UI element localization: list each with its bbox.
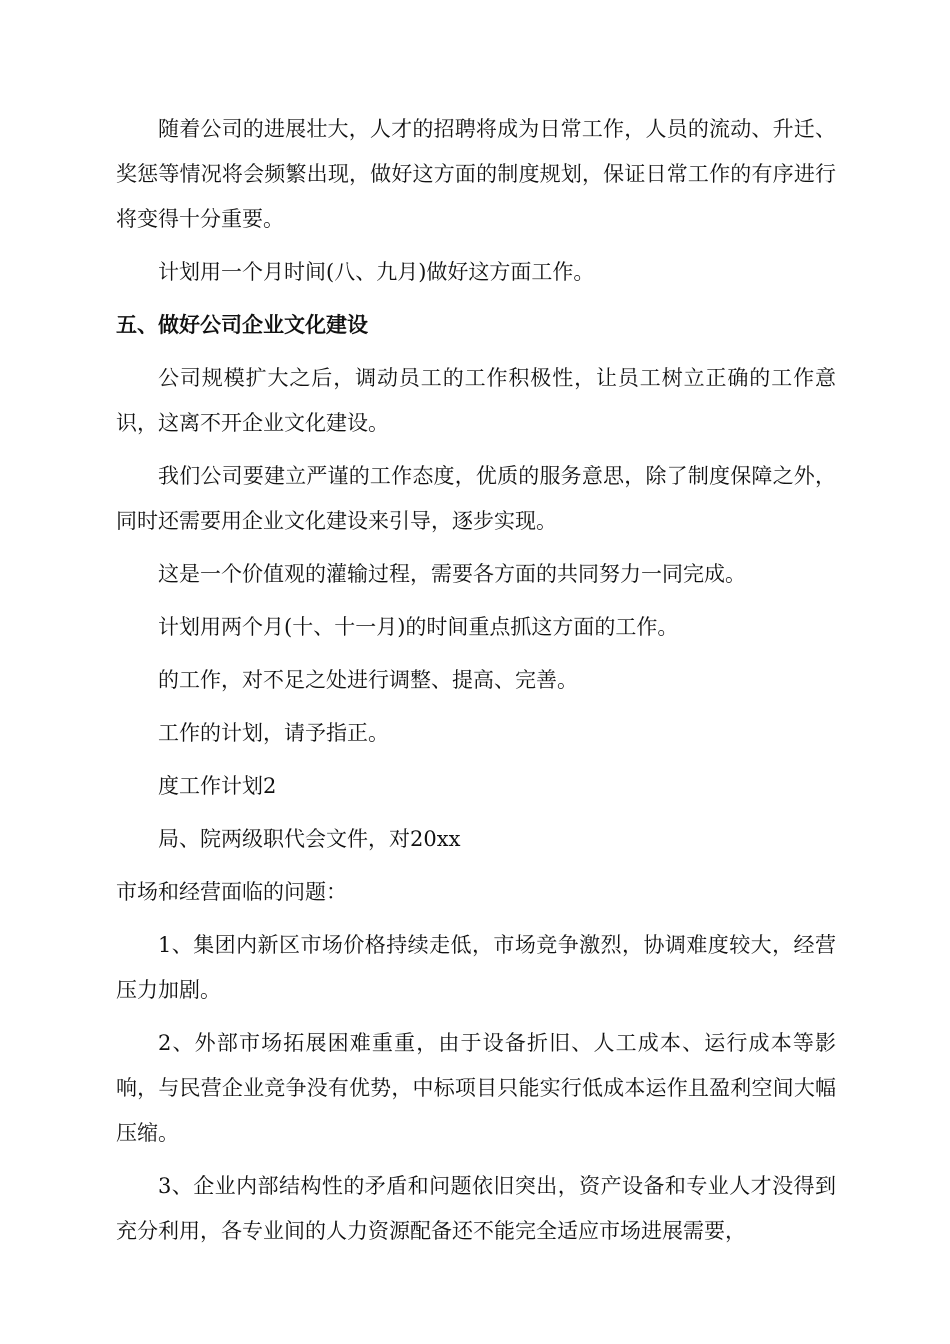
paragraph-plan-title-2: 度工作计划2 <box>158 774 277 798</box>
paragraph-market-problems: 市场和经营面临的问题： <box>116 880 347 904</box>
list-item-2: 2、外部市场拓展困难重重，由于设备折旧、人工成本、运行成本等影响，与民营企业竞争没有优势，中标项目只能实行低成本运作且盈利空间大幅压缩。 <box>116 1031 836 1145</box>
section-heading-corporate-culture: 五、做好公司企业文化建设 <box>116 313 368 337</box>
document-body <box>116 107 836 1262</box>
paragraph-plan-aug-sep: 计划用一个月时间(八、九月)做好这方面工作。 <box>158 260 595 284</box>
paragraph-request-guidance: 工作的计划，请予指正。 <box>158 721 389 745</box>
paragraph-plan-oct-nov: 计划用两个月(十、十一月)的时间重点抓这方面的工作。 <box>158 615 679 639</box>
list-item-3: 3、企业内部结构性的矛盾和问题依旧突出，资产设备和专业人才没得到充分利用，各专业间的人力资源配备还不能完全适应市场进展需要， <box>116 1174 836 1243</box>
paragraph-congress-documents: 局、院两级职代会文件，对20xx <box>158 827 461 851</box>
paragraph-adjustments: 的工作，对不足之处进行调整、提高、完善。 <box>158 668 578 692</box>
paragraph-culture-intro: 公司规模扩大之后，调动员工的工作积极性，让员工树立正确的工作意识，这离不开企业文化建设。 <box>116 366 836 435</box>
paragraph-values: 这是一个价值观的灌输过程，需要各方面的共同努力一同完成。 <box>158 562 746 586</box>
paragraph-recruitment-system: 随着公司的进展壮大，人才的招聘将成为日常工作，人员的流动、升迁、奖惩等情况将会频繁出现，做好这方面的制度规划，保证日常工作的有序进行将变得十分重要。 <box>116 117 836 231</box>
paragraph-work-attitude: 我们公司要建立严谨的工作态度，优质的服务意思，除了制度保障之外，同时还需要用企业文化建设来引导，逐步实现。 <box>116 464 836 533</box>
list-item-1: 1、集团内新区市场价格持续走低，市场竞争激烈，协调难度较大，经营压力加剧。 <box>116 933 836 1002</box>
